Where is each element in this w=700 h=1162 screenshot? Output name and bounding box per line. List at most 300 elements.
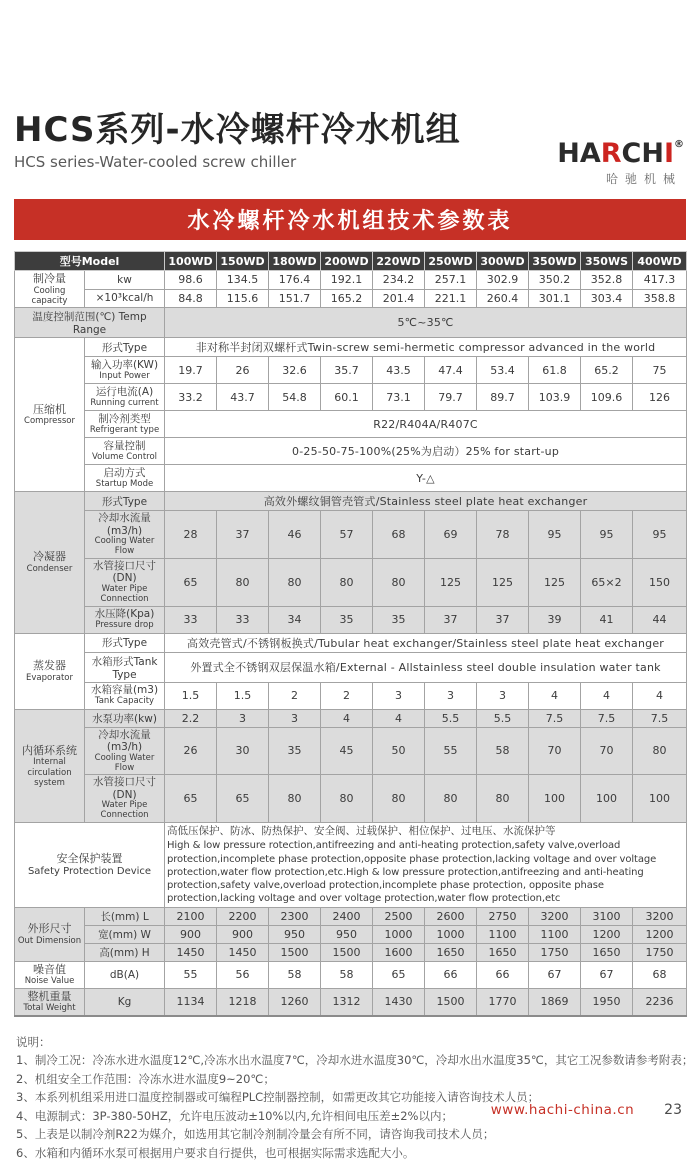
section-label-zh: 整机重量 [27,989,72,1003]
startup-mode-value: Y-△ [165,465,687,492]
table-cell: 55 [425,727,477,775]
row-label-zh: 水管接口尺寸(DN) [93,559,156,585]
row-label-zh: 制冷剂类型 [98,412,151,425]
table-cell: 70 [529,727,581,775]
table-cell: 80 [269,558,321,606]
table-row [15,727,687,775]
table-row-temp-range [15,308,687,338]
table-cell: 350.2 [529,271,581,290]
table-cell: 80 [477,775,529,823]
table-cell: 53.4 [477,357,529,384]
section-label-zh: 冷凝器 [33,550,66,564]
table-cell: 1450 [217,943,269,961]
section-label-en: Evaporator [26,672,73,683]
section-label-compressor [15,338,85,492]
table-cell: 73.1 [373,384,425,411]
table-row [15,411,687,438]
refrigerant-value: R22/R404A/R407C [165,411,687,438]
table-cell: 7.5 [529,709,581,727]
table-cell: 33 [165,606,217,633]
table-cell: 221.1 [425,289,477,308]
row-label-en: Refrigerant type [89,424,160,435]
table-cell: 65.2 [581,357,633,384]
table-cell: 78 [477,511,529,559]
model-column-header: 350WD [529,252,581,271]
row-label-en: Cooling Water Flow [94,752,155,773]
table-cell: 5.5 [425,709,477,727]
table-cell: 4 [633,682,687,709]
table-cell: 33.2 [165,384,217,411]
table-cell: 80 [373,558,425,606]
table-cell: 125 [425,558,477,606]
row-label-zh: 水管接口尺寸(DN) [93,776,156,801]
table-row [15,606,687,633]
section-label-noise [15,961,85,988]
table-cell: 80 [321,558,373,606]
table-row [15,438,687,465]
table-cell: 303.4 [581,289,633,308]
table-cell: 68 [633,961,687,988]
table-cell: 3200 [633,907,687,925]
page-footer [491,1102,682,1118]
table-cell: 37 [217,511,269,559]
row-label-comp-type: 形式Type [85,338,165,357]
table-cell: 61.8 [529,357,581,384]
table-cell: 109.6 [581,384,633,411]
table-cell: 32.6 [269,357,321,384]
table-cell: 45 [321,727,373,775]
section-label-en: Condenser [26,564,73,575]
table-cell: 3 [373,682,425,709]
table-cell: 1500 [321,943,373,961]
table-row [15,682,687,709]
table-cell: 1650 [477,943,529,961]
table-cell: 2600 [425,907,477,925]
table-row [15,652,687,682]
table-cell: 4 [529,682,581,709]
table-cell: 1600 [373,943,425,961]
model-column-header: 200WD [321,252,373,271]
note-item: 4、电源制式：3P-380-50HZ，允许电压波动±10%以内,允许相间电压差±2%以内； [16,1108,453,1123]
table-cell: 417.3 [633,271,687,290]
table-cell: 47.4 [425,357,477,384]
section-label-zh: 安全保护装置 [56,851,123,865]
table-cell: 65 [165,558,217,606]
row-label-weight-unit: Kg [85,988,165,1015]
row-label-length: 长(mm) L [85,907,165,925]
row-label-volume-control [85,438,165,465]
evap-type-value: 高效壳管式/不锈钢板换式/Tubular heat exchanger/Stainless steel plate heat exchanger [165,633,687,652]
table-cell: 58 [321,961,373,988]
section-label-safety [15,823,165,908]
row-label-noise-unit: dB(A) [85,961,165,988]
table-cell: 100 [581,775,633,823]
row-label-ic-pipe [85,775,165,823]
table-cell: 126 [633,384,687,411]
section-label-zh: 蒸发器 [33,659,66,673]
row-label-zh: 容量控制 [103,439,146,452]
table-cell: 7.5 [581,709,633,727]
model-column-header: 220WD [373,252,425,271]
volume-control-value: 0-25-50-75-100%(25%为启动）25% for start-up [165,438,687,465]
table-cell: 1500 [269,943,321,961]
table-cell: 2 [269,682,321,709]
section-label-en: Internal circulation system [27,757,72,788]
table-cell: 56 [217,961,269,988]
notes-heading: 说明： [16,1034,51,1049]
row-label-en: Volume Control [91,451,158,462]
table-cell: 125 [477,558,529,606]
table-cell: 134.5 [217,271,269,290]
table-cell: 98.6 [165,271,217,290]
table-row [15,492,687,511]
table-cell: 1770 [477,988,529,1015]
table-cell: 1869 [529,988,581,1015]
table-cell: 151.7 [269,289,321,308]
table-row [15,558,687,606]
table-row [15,289,687,308]
table-cell: 352.8 [581,271,633,290]
table-cell: 1134 [165,988,217,1015]
row-label-cond-pipe [85,558,165,606]
table-cell: 7.5 [633,709,687,727]
table-cell: 115.6 [217,289,269,308]
notes-section [16,1033,694,1162]
section-label-evaporator [15,633,85,709]
table-cell: 69 [425,511,477,559]
table-cell: 66 [425,961,477,988]
table-cell: 41 [581,606,633,633]
section-label-internal-circulation [15,709,85,822]
table-cell: 1650 [581,943,633,961]
model-column-header: 250WD [425,252,477,271]
table-cell: 950 [269,925,321,943]
row-label-pressure-drop [85,606,165,633]
table-cell: 4 [373,709,425,727]
table-cell: 103.9 [529,384,581,411]
row-label-input-power [85,357,165,384]
row-label-zh: 水压降(Kpa) [94,608,155,621]
note-item: 6、水箱和内循环水泵可根据用户要求自行提供，也可根据实际需求选配大小。 [16,1145,415,1160]
table-cell: 2 [321,682,373,709]
spec-table [14,251,687,1017]
section-label-zh: 外形尺寸 [27,922,72,936]
section-label-zh: 内循环系统 [22,743,77,757]
tank-type-value: 外置式全不锈钢双层保温水箱/External - Allstainless steel double insulation water tank [165,652,687,682]
comp-type-value: 非对称半封闭双螺杆式Twin-screw semi-hermetic compressor advanced in the world [165,338,687,357]
model-header-cell: 型号Model [15,252,165,271]
section-label-en: Compressor [24,416,75,427]
table-cell: 84.8 [165,289,217,308]
row-label-en: Cooling Water Flow [94,536,155,557]
brand-letter-r: R [600,138,622,169]
table-cell: 1950 [581,988,633,1015]
table-cell: 260.4 [477,289,529,308]
section-label-en: Out Dimension [17,935,82,946]
table-cell: 75 [633,357,687,384]
page-number: 23 [664,1102,682,1118]
row-label-en: Pressure drop [95,619,154,630]
row-label-kw: kw [85,271,165,290]
table-cell: 1.5 [165,682,217,709]
table-cell: 3100 [581,907,633,925]
table-cell: 950 [321,925,373,943]
table-cell: 95 [581,511,633,559]
table-cell: 1200 [633,925,687,943]
section-label-cooling-capacity [15,271,85,308]
row-label-pump-power: 水泵功率(kw) [85,709,165,727]
table-cell: 3 [269,709,321,727]
table-cell: 60.1 [321,384,373,411]
section-label-zh: 压缩机 [33,402,66,416]
temp-range-value: 5℃~35℃ [165,308,687,338]
table-cell: 95 [529,511,581,559]
safety-text-zh: 高低压保护、防冰、防热保护、安全阀、过载保护、相位保护、过电压、水流保护等 [167,825,556,837]
safety-protection-value [165,823,687,908]
table-cell: 234.2 [373,271,425,290]
table-row [15,925,687,943]
note-item: 3、本系列机组采用进口温度控制器或可编程PLC控制器控制，如需更改其它功能接入请咨询技术人员； [16,1090,540,1105]
model-column-header: 100WD [165,252,217,271]
table-cell: 34 [269,606,321,633]
table-cell: 70 [581,727,633,775]
table-cell: 67 [581,961,633,988]
table-cell: 1100 [477,925,529,943]
row-label-zh: 水箱容量(m3) [90,684,159,697]
table-cell: 54.8 [269,384,321,411]
row-label-running-current [85,384,165,411]
table-cell: 150 [633,558,687,606]
table-cell: 80 [425,775,477,823]
row-label-zh: 冷却水流量(m3/h) [98,728,151,754]
table-cell: 65 [373,961,425,988]
table-cell: 58 [477,727,529,775]
table-cell: 4 [581,682,633,709]
table-cell: 1000 [425,925,477,943]
table-cell: 65 [165,775,217,823]
cond-type-value: 高效外螺纹铜管壳管式/Stainless steel plate heat exchanger [165,492,687,511]
table-cell: 35 [321,606,373,633]
table-cell: 57 [321,511,373,559]
table-cell: 176.4 [269,271,321,290]
safety-text-en: High & low pressure rotection,antifreezing and anti-heating protection,safety valve,overload protection,incomplete phase protection,opposite phase protection,lacking voltage and over voltage protection,water flow protection,etc.High & low pressure protection,antifreezing and anti-heating protection,safety valve,overload protection,incomplete phase protection, opposite phase protection,lacking voltage and over voltage protection,water flow protection,etc [167,840,657,905]
table-row [15,357,687,384]
row-label-zh: 输入功率(KW) [90,358,159,371]
table-cell: 43.5 [373,357,425,384]
row-label-temp-range: 温度控制范围(℃) Temp Range [15,308,165,338]
page-subtitle: HCS series-Water-cooled screw chiller [14,153,297,171]
model-column-header: 180WD [269,252,321,271]
table-cell: 100 [633,775,687,823]
page-title: HCS系列-水冷螺杆冷水机组 [14,110,461,150]
table-cell: 95 [633,511,687,559]
row-label-tank-type: 水箱形式Tank Type [85,652,165,682]
section-label-weight [15,988,85,1015]
table-cell: 1218 [217,988,269,1015]
table-cell: 165.2 [321,289,373,308]
table-cell: 80 [373,775,425,823]
table-cell: 58 [269,961,321,988]
table-cell: 80 [217,558,269,606]
table-row-safety [15,823,687,908]
website-link[interactable]: www.hachi-china.cn [490,1102,635,1118]
table-row [15,961,687,988]
table-row [15,511,687,559]
table-row [15,943,687,961]
table-row [15,271,687,290]
table-cell: 1312 [321,988,373,1015]
table-cell: 89.7 [477,384,529,411]
section-label-en: Total Weight [23,1003,76,1014]
table-cell: 3 [425,682,477,709]
table-cell: 192.1 [321,271,373,290]
row-label-evap-type: 形式Type [85,633,165,652]
table-cell: 43.7 [217,384,269,411]
table-cell: 100 [529,775,581,823]
row-label-kcal: ×10³kcal/h [85,289,165,308]
table-cell: 900 [217,925,269,943]
table-cell: 79.7 [425,384,477,411]
table-cell: 2100 [165,907,217,925]
table-row [15,633,687,652]
row-label-en: Tank Capacity [94,695,155,706]
table-cell: 3 [477,682,529,709]
table-row [15,988,687,1015]
brand-letters-ha: HA [557,138,601,169]
table-cell: 35 [269,727,321,775]
table-cell: 1750 [633,943,687,961]
table-cell: 1450 [165,943,217,961]
table-cell: 28 [165,511,217,559]
table-cell: 1200 [581,925,633,943]
table-cell: 2400 [321,907,373,925]
table-cell: 19.7 [165,357,217,384]
row-label-refrigerant [85,411,165,438]
row-label-height: 高(mm) H [85,943,165,961]
row-label-zh: 冷却水流量(m3/h) [98,512,151,537]
table-cell: 1650 [425,943,477,961]
table-cell: 37 [425,606,477,633]
table-cell: 66 [477,961,529,988]
brand-wordmark [557,140,684,167]
table-cell: 2236 [633,988,687,1015]
brand-logo [557,140,684,187]
table-header-row [15,252,687,271]
table-cell: 80 [269,775,321,823]
table-row [15,338,687,357]
section-label-condenser [15,492,85,633]
table-cell: 50 [373,727,425,775]
brand-chinese-name: 哈驰机械 [605,172,682,186]
table-cell: 2750 [477,907,529,925]
model-column-header: 400WD [633,252,687,271]
table-cell: 3 [217,709,269,727]
table-cell: 1100 [529,925,581,943]
table-cell: 26 [217,357,269,384]
table-cell: 80 [633,727,687,775]
table-cell: 900 [165,925,217,943]
table-row [15,775,687,823]
model-column-header: 350WS [581,252,633,271]
section-label-en: Noise Value [24,976,75,987]
table-cell: 33 [217,606,269,633]
section-label-dimension [15,907,85,961]
table-cell: 125 [529,558,581,606]
table-cell: 4 [321,709,373,727]
table-cell: 358.8 [633,289,687,308]
table-cell: 80 [321,775,373,823]
table-row [15,709,687,727]
table-cell: 44 [633,606,687,633]
row-label-width: 宽(mm) W [85,925,165,943]
table-cell: 1.5 [217,682,269,709]
table-cell: 257.1 [425,271,477,290]
table-row [15,465,687,492]
table-cell: 2300 [269,907,321,925]
row-label-startup-mode [85,465,165,492]
table-cell: 26 [165,727,217,775]
table-cell: 39 [529,606,581,633]
row-label-en: Running current [90,397,159,408]
row-label-en: Startup Mode [95,478,154,489]
section-label-en: Safety Protection Device [27,865,152,877]
table-cell: 65 [217,775,269,823]
row-label-ic-flow [85,727,165,775]
table-cell: 2500 [373,907,425,925]
table-cell: 68 [373,511,425,559]
table-cell: 201.4 [373,289,425,308]
table-cell: 46 [269,511,321,559]
model-column-header: 300WD [477,252,529,271]
row-label-tank-capacity [85,682,165,709]
table-cell: 302.9 [477,271,529,290]
row-label-cond-type: 形式Type [85,492,165,511]
table-cell: 35.7 [321,357,373,384]
table-cell: 1500 [425,988,477,1015]
table-title-banner: 水冷螺杆冷水机组技术参数表 [14,199,686,240]
table-cell: 67 [529,961,581,988]
table-cell: 1260 [269,988,321,1015]
table-cell: 3200 [529,907,581,925]
table-row [15,384,687,411]
row-label-en: Water Pipe Connection [100,800,149,821]
note-item: 2、机组安全工作范围：冷冻水进水温度9~20℃； [16,1071,275,1086]
table-cell: 5.5 [477,709,529,727]
table-cell: 35 [373,606,425,633]
section-label-en: Cooling capacity [31,285,68,306]
table-cell: 1430 [373,988,425,1015]
note-item: 1、制冷工况：冷冻水进水温度12℃,冷冻水出水温度7℃，冷却水进水温度30℃，冷却水出水温度35℃，其它工况参数请参考附表； [16,1053,694,1068]
registered-trademark-icon: ® [674,139,684,150]
table-row [15,907,687,925]
table-cell: 1000 [373,925,425,943]
row-label-en: Input Power [99,370,150,381]
note-item: 5、上表是以制冷剂R22为媒介，如选用其它制冷剂制冷量会有所不同，请咨询我司技术人员； [16,1127,495,1142]
table-cell: 30 [217,727,269,775]
table-cell: 2.2 [165,709,217,727]
row-label-zh: 启动方式 [103,466,146,479]
table-cell: 65×2 [581,558,633,606]
section-label-zh: 噪音值 [33,962,66,976]
table-cell: 2200 [217,907,269,925]
row-label-cond-flow [85,511,165,559]
row-label-en: Water Pipe Connection [100,584,149,604]
model-column-header: 150WD [217,252,269,271]
row-label-zh: 运行电流(A) [95,385,154,398]
table-cell: 37 [477,606,529,633]
section-label-zh: 制冷量 [33,272,66,285]
table-cell: 1750 [529,943,581,961]
